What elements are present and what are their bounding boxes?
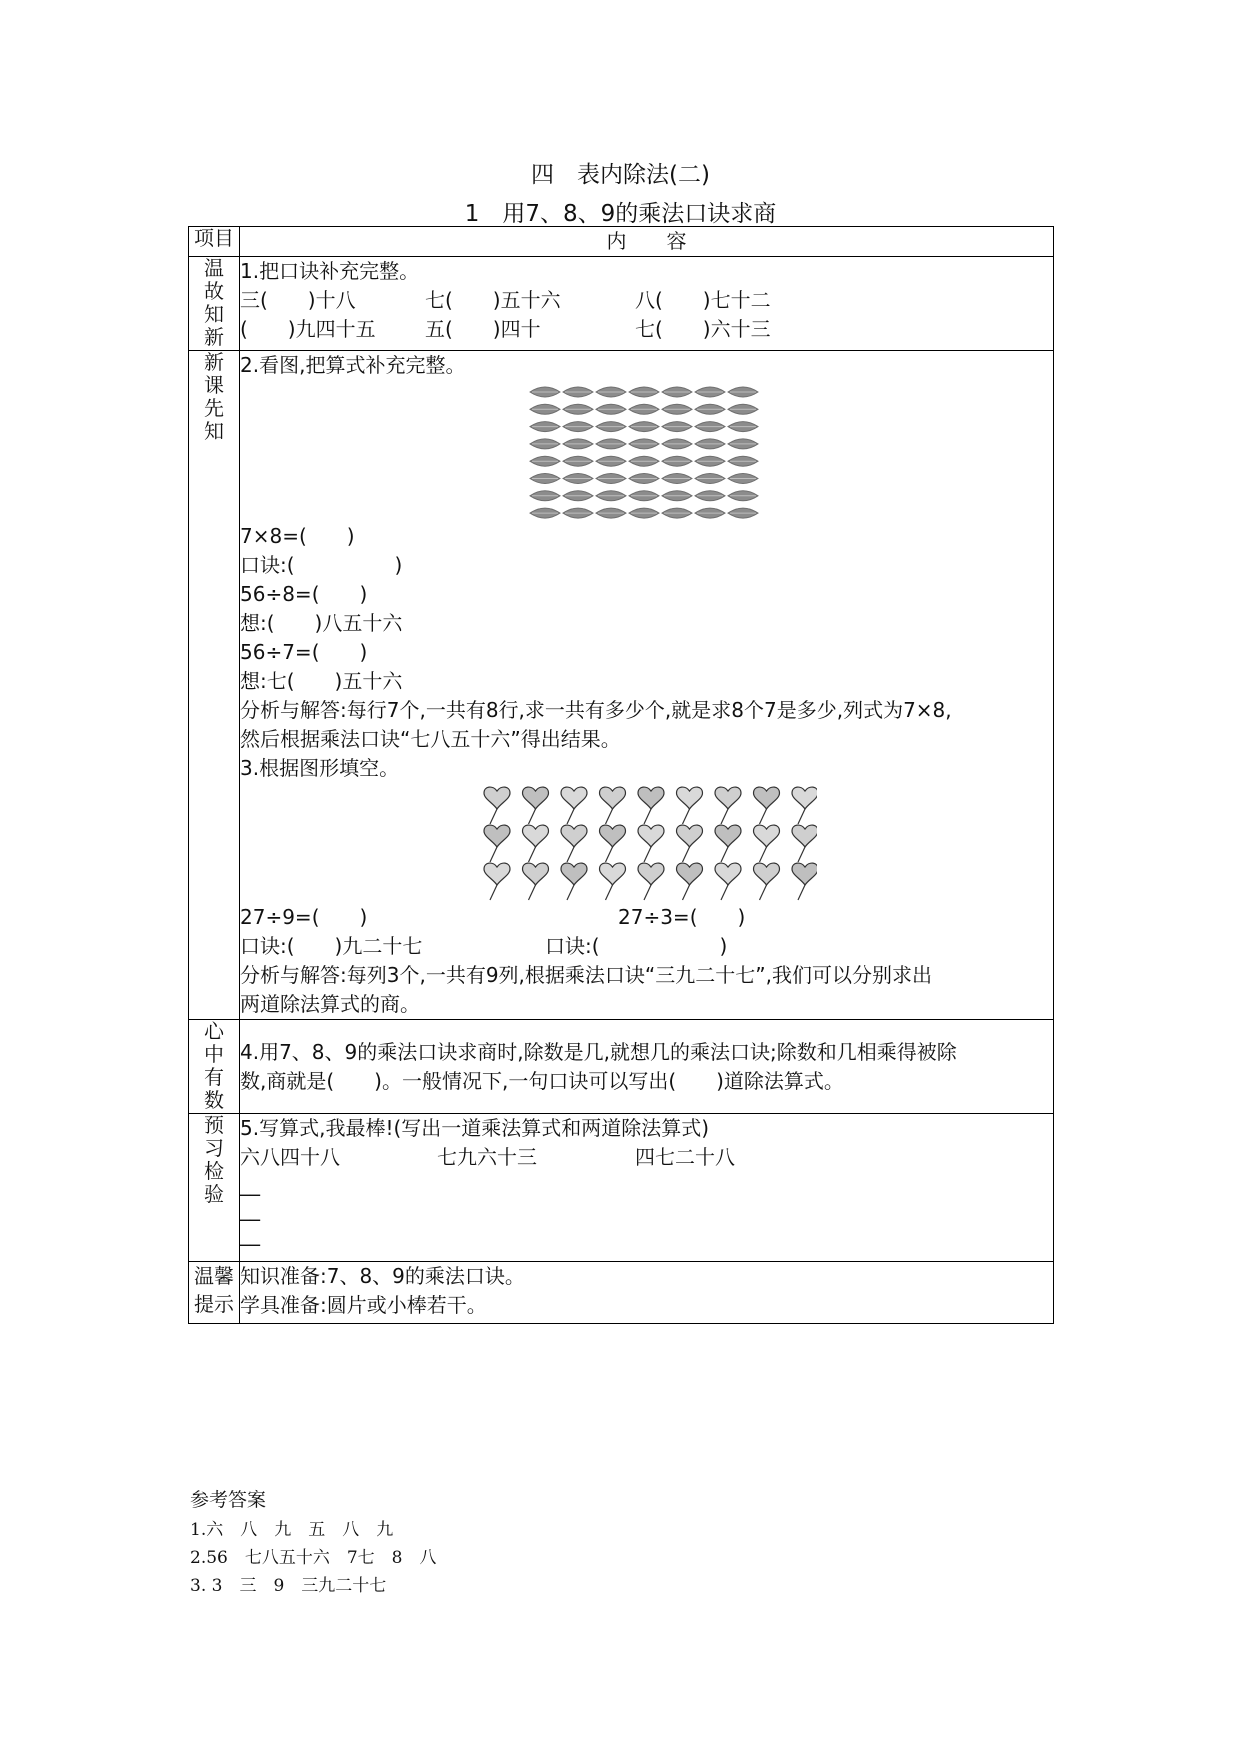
warmup-content bbox=[240, 257, 1054, 351]
heart-balloon-icon bbox=[638, 863, 664, 900]
new-lesson-label: 新 课 先 知 bbox=[189, 351, 240, 1020]
leaf-icon bbox=[662, 456, 692, 466]
leaf-icon bbox=[596, 404, 626, 414]
tip-line: 知识准备:7、8、9的乘法口诀。 bbox=[240, 1264, 525, 1288]
tip-line: 学具准备:圆片或小棒若干。 bbox=[240, 1293, 487, 1317]
leaf-icon bbox=[662, 422, 692, 432]
heart-balloon-icon bbox=[561, 863, 587, 900]
leaf-icon bbox=[530, 422, 560, 432]
leaf-icon bbox=[728, 439, 758, 449]
leaf-icon bbox=[695, 474, 725, 484]
fill-blank[interactable]: 八( )七十二 bbox=[635, 288, 771, 312]
fill-blank[interactable]: 三( )十八 bbox=[240, 288, 356, 312]
leaf-icon bbox=[629, 508, 659, 518]
answer-line: 1.六 八 九 五 八 九 bbox=[190, 1520, 394, 1540]
q1-row-1 bbox=[240, 286, 1053, 315]
heart-balloon-icon bbox=[792, 825, 817, 862]
q2-prompt: 2.看图,把算式补充完整。 bbox=[240, 353, 466, 377]
heart-balloon-icon bbox=[753, 825, 779, 862]
q3-row-1 bbox=[240, 903, 1053, 932]
check-content bbox=[240, 1114, 1054, 1262]
leaf-icon bbox=[728, 491, 758, 501]
q3-row-2 bbox=[240, 932, 1053, 961]
fill-blank[interactable]: 口诀:( )九二十七 bbox=[240, 934, 423, 958]
analysis-line: 分析与解答:每行7个,一共有8行,求一共有多少个,就是求8个7是多少,列式为7×8, bbox=[240, 698, 952, 722]
fill-blank[interactable]: 五( )四十 bbox=[425, 317, 541, 341]
leaf-icon bbox=[728, 474, 758, 484]
mind-content bbox=[240, 1020, 1054, 1114]
leaf-icon bbox=[563, 387, 593, 397]
warmup-label: 温 故 知 新 bbox=[189, 257, 240, 351]
leaf-icon bbox=[563, 508, 593, 518]
header-item-label: 项目 bbox=[189, 227, 240, 257]
leaf-icon bbox=[728, 456, 758, 466]
lesson-table bbox=[188, 226, 1054, 1324]
leaf-icon bbox=[728, 387, 758, 397]
tips-row bbox=[189, 1262, 1054, 1324]
q1-row-2 bbox=[240, 315, 1053, 344]
leaf-icon bbox=[728, 404, 758, 414]
leaf-icon bbox=[695, 387, 725, 397]
leaf-icon bbox=[662, 404, 692, 414]
leaf-array-figure bbox=[240, 382, 1053, 522]
leaf-icon bbox=[563, 422, 593, 432]
leaf-icon bbox=[563, 439, 593, 449]
fill-blank[interactable]: 七( )五十六 bbox=[425, 288, 561, 312]
heart-balloon-icon bbox=[676, 787, 702, 824]
heart-balloon-icon bbox=[715, 825, 741, 862]
tips-content bbox=[240, 1262, 1054, 1324]
heart-balloon-icon bbox=[561, 825, 587, 862]
heart-balloon-icon bbox=[715, 863, 741, 900]
fill-blank[interactable]: 27÷3=( ) bbox=[618, 905, 746, 929]
leaf-icon bbox=[662, 387, 692, 397]
balloon-grid bbox=[477, 783, 817, 903]
leaf-icon bbox=[728, 508, 758, 518]
fill-blank[interactable]: ( )九四十五 bbox=[240, 317, 376, 341]
heart-balloon-icon bbox=[599, 787, 625, 824]
mind-line[interactable]: 4.用7、8、9的乘法口诀求商时,除数是几,就想几的乘法口诀;除数和几相乘得被除 bbox=[240, 1039, 957, 1064]
q5-item: 七九六十三 bbox=[437, 1145, 537, 1169]
leaf-icon bbox=[695, 422, 725, 432]
leaf-grid bbox=[527, 382, 767, 522]
leaf-icon bbox=[596, 456, 626, 466]
leaf-icon bbox=[563, 491, 593, 501]
heart-balloon-icon bbox=[753, 863, 779, 900]
leaf-icon bbox=[530, 508, 560, 518]
fill-blank[interactable]: 七( )六十三 bbox=[635, 317, 771, 341]
leaf-icon bbox=[629, 491, 659, 501]
answer-blank[interactable]: __ bbox=[240, 1172, 260, 1196]
q2-line[interactable]: 想:( )八五十六 bbox=[240, 611, 403, 635]
leaf-icon bbox=[563, 404, 593, 414]
leaf-icon bbox=[563, 456, 593, 466]
fill-blank[interactable]: 口诀:( ) bbox=[545, 934, 728, 958]
check-row bbox=[189, 1114, 1054, 1262]
leaf-icon bbox=[629, 474, 659, 484]
heart-balloon-icon bbox=[561, 787, 587, 824]
leaf-icon bbox=[530, 491, 560, 501]
new-lesson-row bbox=[189, 351, 1054, 1020]
fill-blank[interactable]: 27÷9=( ) bbox=[240, 905, 368, 929]
heart-balloon-icon bbox=[638, 787, 664, 824]
heart-balloon-icon bbox=[484, 787, 510, 824]
leaf-icon bbox=[662, 508, 692, 518]
balloon-array-figure bbox=[240, 783, 1053, 903]
leaf-icon bbox=[629, 387, 659, 397]
leaf-icon bbox=[695, 404, 725, 414]
lesson-subtitle: 1 用7、8、9的乘法口诀求商 bbox=[464, 201, 777, 227]
tips-label: 温馨 提示 bbox=[189, 1262, 240, 1324]
leaf-icon bbox=[629, 404, 659, 414]
heart-balloon-icon bbox=[792, 787, 817, 824]
leaf-icon bbox=[629, 456, 659, 466]
analysis-line: 分析与解答:每列3个,一共有9列,根据乘法口诀“三九二十七”,我们可以分别求出 bbox=[240, 963, 932, 987]
leaf-icon bbox=[596, 491, 626, 501]
leaf-icon bbox=[629, 422, 659, 432]
q5-items bbox=[240, 1143, 1053, 1172]
leaf-icon bbox=[662, 474, 692, 484]
analysis-line: 两道除法算式的商。 bbox=[240, 992, 420, 1016]
leaf-icon bbox=[695, 456, 725, 466]
leaf-icon bbox=[596, 439, 626, 449]
q1-prompt: 1.把口诀补充完整。 bbox=[240, 259, 420, 283]
check-label: 预 习 检 验 bbox=[189, 1114, 240, 1262]
leaf-icon bbox=[530, 404, 560, 414]
heart-balloon-icon bbox=[522, 825, 548, 862]
q2-line[interactable]: 7×8=( ) bbox=[240, 524, 355, 548]
answer-blank[interactable]: __ bbox=[240, 1197, 260, 1221]
leaf-icon bbox=[596, 387, 626, 397]
q2-line[interactable]: 想:七( )五十六 bbox=[240, 669, 403, 693]
heart-balloon-icon bbox=[522, 787, 548, 824]
leaf-icon bbox=[563, 474, 593, 484]
leaf-icon bbox=[530, 387, 560, 397]
leaf-icon bbox=[695, 439, 725, 449]
q5-prompt: 5.写算式,我最棒!(写出一道乘法算式和两道除法算式) bbox=[240, 1116, 710, 1140]
q2-line[interactable]: 56÷8=( ) bbox=[240, 582, 368, 606]
leaf-icon bbox=[530, 474, 560, 484]
heart-balloon-icon bbox=[792, 863, 817, 900]
warmup-row bbox=[189, 257, 1054, 351]
leaf-icon bbox=[662, 491, 692, 501]
answer-line: 3. 3 三 9 三九二十七 bbox=[190, 1576, 387, 1596]
header-content-label: 内 容 bbox=[240, 227, 1054, 257]
leaf-icon bbox=[728, 422, 758, 432]
heart-balloon-icon bbox=[676, 863, 702, 900]
q2-line[interactable]: 56÷7=( ) bbox=[240, 640, 368, 664]
leaf-icon bbox=[596, 474, 626, 484]
leaf-icon bbox=[530, 456, 560, 466]
answer-line: 2.56 七八五十六 7七 8 八 bbox=[190, 1548, 437, 1568]
header-row bbox=[189, 227, 1054, 257]
heart-balloon-icon bbox=[676, 825, 702, 862]
page-title: 四 表内除法(二) bbox=[531, 162, 710, 188]
heart-balloon-icon bbox=[753, 787, 779, 824]
q2-line[interactable]: 口诀:( ) bbox=[240, 553, 403, 577]
q5-item: 四七二十八 bbox=[635, 1145, 735, 1169]
heart-balloon-icon bbox=[484, 825, 510, 862]
q5-item: 六八四十八 bbox=[240, 1145, 340, 1169]
heart-balloon-icon bbox=[599, 863, 625, 900]
mind-row bbox=[189, 1020, 1054, 1114]
heart-balloon-icon bbox=[484, 863, 510, 900]
new-lesson-content bbox=[240, 351, 1054, 1020]
leaf-icon bbox=[629, 439, 659, 449]
heart-balloon-icon bbox=[715, 787, 741, 824]
leaf-icon bbox=[596, 422, 626, 432]
leaf-icon bbox=[596, 508, 626, 518]
mind-label: 心 中 有 数 bbox=[189, 1020, 240, 1114]
heart-balloon-icon bbox=[522, 863, 548, 900]
analysis-line: 然后根据乘法口诀“七八五十六”得出结果。 bbox=[240, 727, 621, 751]
leaf-icon bbox=[695, 491, 725, 501]
answers-heading: 参考答案 bbox=[190, 1489, 267, 1511]
leaf-icon bbox=[695, 508, 725, 518]
mind-line[interactable]: 数,商就是( )。一般情况下,一句口诀可以写出( )道除法算式。 bbox=[240, 1068, 844, 1093]
q3-prompt: 3.根据图形填空。 bbox=[240, 756, 400, 780]
heart-balloon-icon bbox=[638, 825, 664, 862]
heart-balloon-icon bbox=[599, 825, 625, 862]
leaf-icon bbox=[662, 439, 692, 449]
leaf-icon bbox=[530, 439, 560, 449]
answer-blank[interactable]: __ bbox=[240, 1222, 260, 1246]
